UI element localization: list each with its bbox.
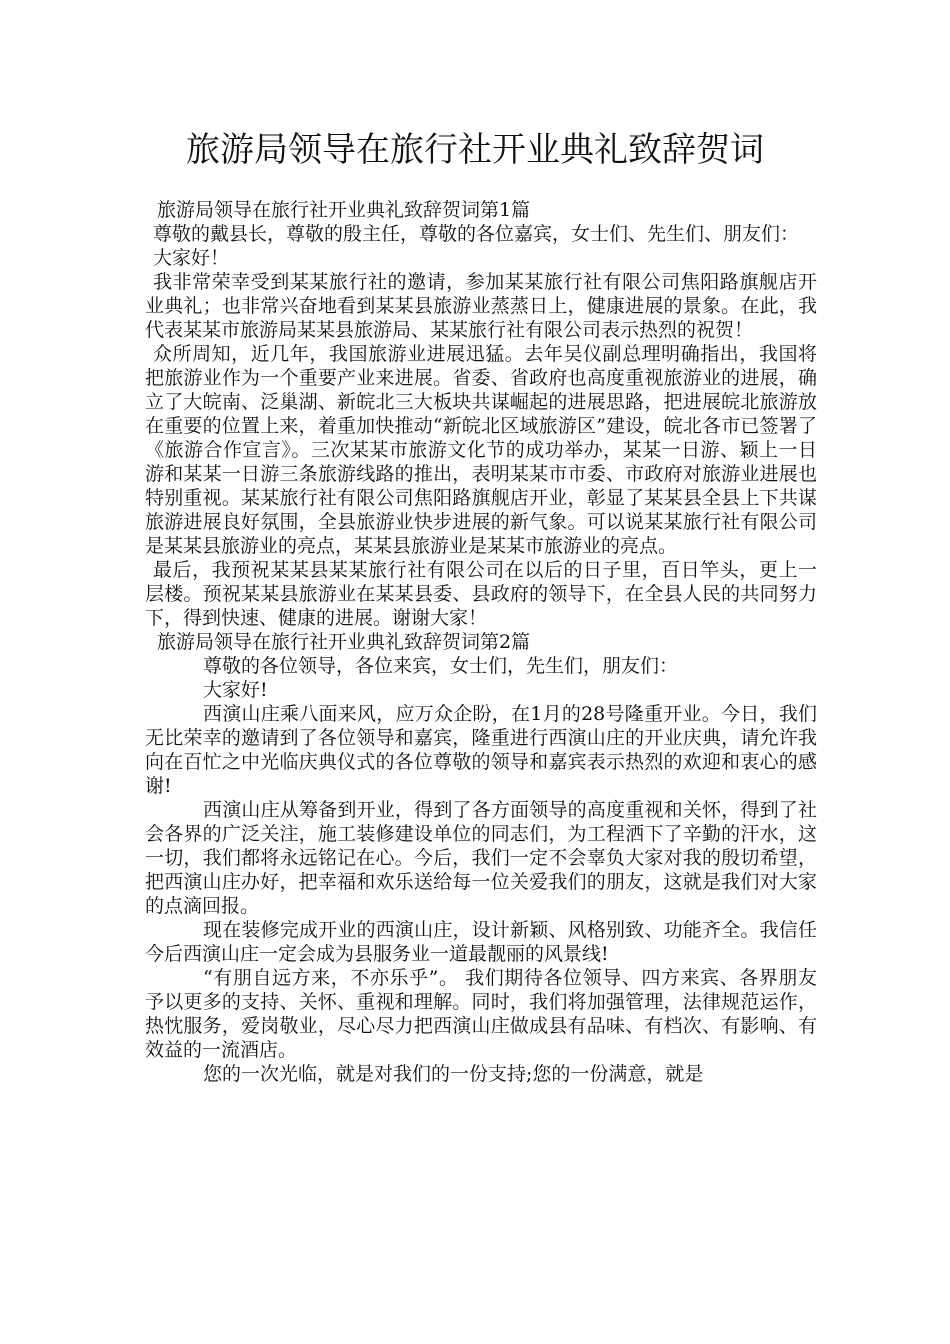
salutation: 尊敬的各位领导，各位来宾，女士们，先生们，朋友们： [203,655,679,677]
greeting: 大家好！ [153,247,230,269]
document-body [145,198,817,1086]
greeting: 大家好! [203,679,268,701]
paragraph: 众所周知，近几年，我国旅游业进展迅猛。去年吴仪副总理明确指出，我国将把旅游业作为一个重要产业来进展。省委、省政府也高度重视旅游业的进展，确立了大皖南、泛巢湖、新皖北三大板块共谋崛起的进展思路，把进展皖北旅游放在重要的位置上来，着重加快推动“新皖北区域旅游区”建设，皖北各市已签署了《旅游合作宣言》。三次某某市旅游文化节的成功举办，某某一日游、颖上一日游和某某一日游三条旅游线路的推出，表明某某市市委、市政府对旅游业进展也特别重视。某某旅行社有限公司焦阳路旗舰店开业，彰显了某某县全县上下共谋旅游进展良好氛围，全县旅游业快步进展的新气象。可以说某某旅行社有限公司是某某县旅游业的亮点，某某县旅游业是某某市旅游业的亮点。 [145,343,817,557]
paragraph: 西演山庄从筹备到开业，得到了各方面领导的高度重视和关怀，得到了社会各界的广泛关注，施工装修建设单位的同志们，为工程洒下了辛勤的汗水，这一切，我们都将永远铭记在心。今后，我们一定不会辜负大家对我的殷切希望，把西演山庄办好，把幸福和欢乐送给每一位关爱我们的朋友，这就是我们对大家的点滴回报。 [145,799,817,917]
paragraph: 西演山庄乘八面来风，应万众企盼，在1月的28号隆重开业。今日，我们无比荣幸的邀请到了各位领导和嘉宾，隆重进行西演山庄的开业庆典，请允许我向在百忙之中光临庆典仪式的各位尊敬的领导和嘉宾表示热烈的欢迎和衷心的感谢! [145,703,817,797]
salutation: 尊敬的戴县长，尊敬的殷主任，尊敬的各位嘉宾，女士们、先生们、朋友们： [153,223,800,245]
section-heading: 旅游局领导在旅行社开业典礼致辞贺词第1篇 [157,199,531,221]
paragraph: 最后，我预祝某某县某某旅行社有限公司在以后的日子里，百日竿头，更上一层楼。预祝某某县旅游业在某某县委、县政府的领导下，在全县人民的共同努力下，得到快速、健康的进展。谢谢大家！ [145,559,817,629]
paragraph: 我非常荣幸受到某某旅行社的邀请，参加某某旅行社有限公司焦阳路旗舰店开业典礼；也非常兴奋地看到某某县旅游业蒸蒸日上，健康进展的景象。在此，我代表某某市旅游局某某县旅游局、某某旅行社有限公司表示热烈的祝贺！ [145,271,817,341]
document-title: 旅游局领导在旅行社开业典礼致辞贺词 [186,130,764,170]
paragraph: 您的一次光临，就是对我们的一份支持;您的一份满意，就是 [203,1063,704,1085]
paragraph: 现在装修完成开业的西演山庄，设计新颖、风格别致、功能齐全。我信任今后西演山庄一定会成为县服务业一道最靓丽的风景线! [145,919,817,965]
paragraph: “有朋自远方来，不亦乐乎”。 我们期待各位领导、四方来宾、各界朋友予以更多的支持、关怀、重视和理解。同时，我们将加强管理，法律规范运作，热忱服务，爱岗敬业，尽心尽力把西演山庄做成县有品味、有档次、有影响、有效益的一流酒店。 [145,967,817,1061]
section-heading: 旅游局领导在旅行社开业典礼致辞贺词第2篇 [157,631,531,653]
